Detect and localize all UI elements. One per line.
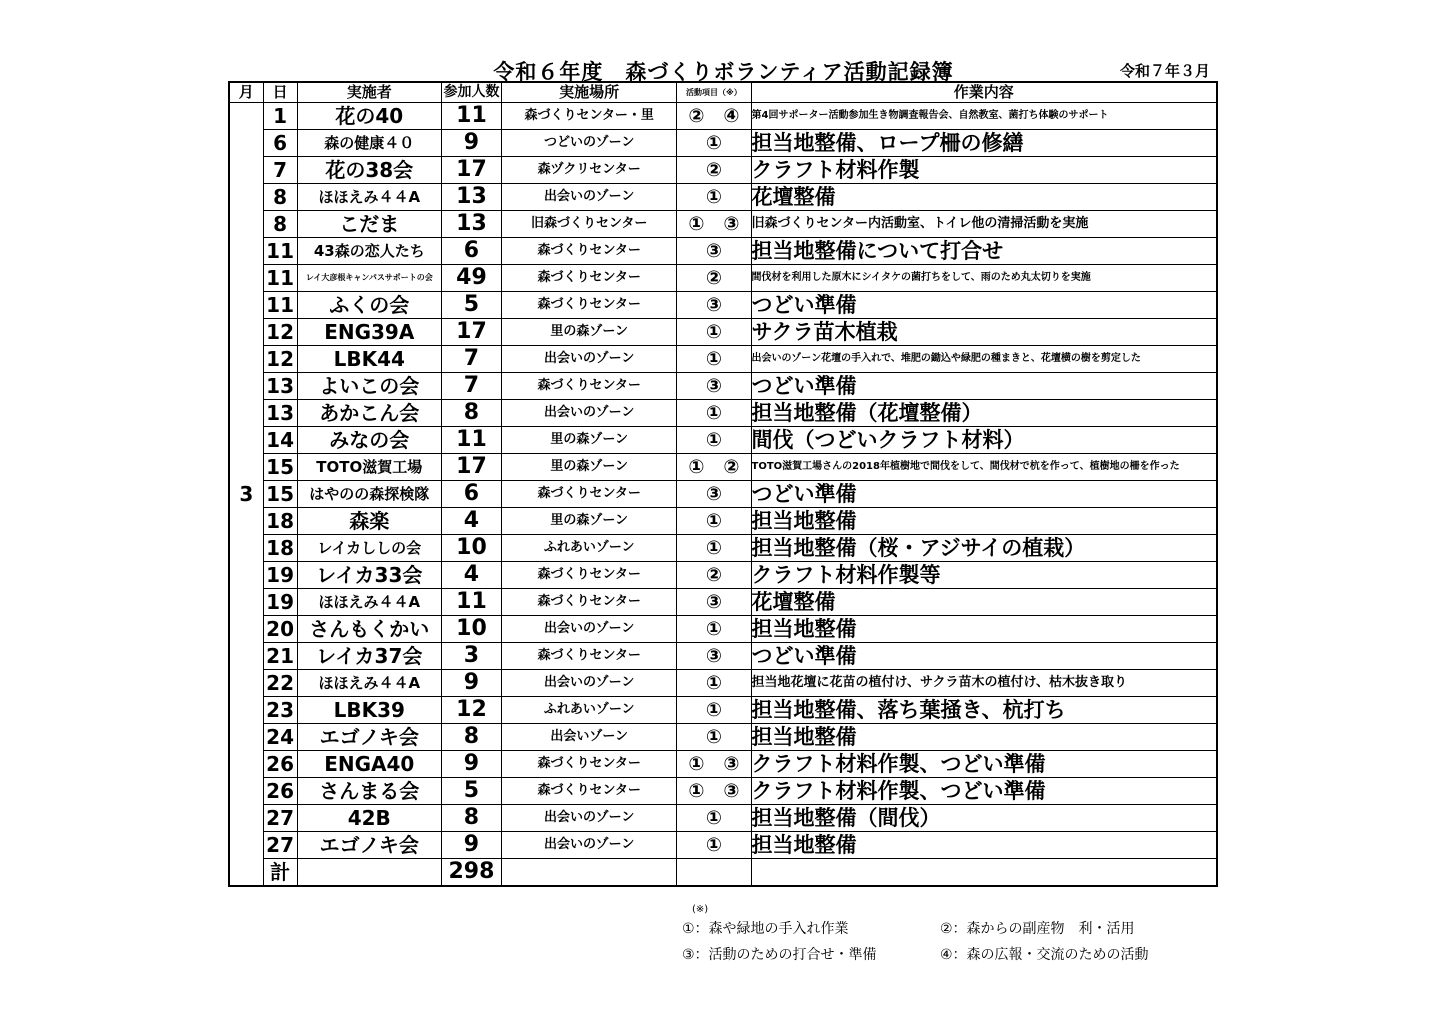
- total-place-empty: [502, 859, 677, 887]
- item-cell: ① ③: [677, 778, 751, 805]
- num-cell: 10: [441, 616, 501, 643]
- org-cell: さんまる会: [297, 778, 441, 805]
- num-cell: 17: [441, 157, 501, 184]
- num-cell: 13: [441, 184, 501, 211]
- day-cell: 19: [263, 562, 297, 589]
- item-cell: ①: [677, 724, 751, 751]
- num-cell: 5: [441, 292, 501, 319]
- day-cell: 12: [263, 346, 297, 373]
- num-cell: 5: [441, 778, 501, 805]
- num-cell: 13: [441, 211, 501, 238]
- table-row: [229, 292, 1217, 319]
- place-cell: 森づくりセンター: [502, 589, 677, 616]
- note-4: ④：森の広報・交流のための活動: [940, 947, 1149, 963]
- org-cell: ほほえみ４４A: [297, 670, 441, 697]
- item-cell: ①: [677, 130, 751, 157]
- work-cell: 間伐材を利用した原木にシイタケの菌打ちをして、雨のため丸太切りを実施: [751, 265, 1217, 292]
- place-cell: 里の森ゾーン: [502, 427, 677, 454]
- table-row: [229, 535, 1217, 562]
- org-cell: ENG39A: [297, 319, 441, 346]
- place-cell: 森づくりセンター: [502, 292, 677, 319]
- day-cell: 12: [263, 319, 297, 346]
- num-cell: 6: [441, 481, 501, 508]
- item-cell: ①: [677, 697, 751, 724]
- table-row: [229, 616, 1217, 643]
- item-cell: ①: [677, 346, 751, 373]
- day-cell: 21: [263, 643, 297, 670]
- place-cell: 森づくりセンター: [502, 481, 677, 508]
- item-cell: ① ③: [677, 211, 751, 238]
- num-cell: 11: [441, 103, 501, 130]
- day-cell: 6: [263, 130, 297, 157]
- table-row: [229, 319, 1217, 346]
- day-cell: 27: [263, 805, 297, 832]
- total-row: [229, 859, 1217, 887]
- item-cell: ②: [677, 157, 751, 184]
- org-cell: ふくの会: [297, 292, 441, 319]
- log-body: [229, 103, 1217, 887]
- place-cell: 出会いのゾーン: [502, 616, 677, 643]
- item-cell: ①: [677, 670, 751, 697]
- table-row: [229, 832, 1217, 859]
- table-row: [229, 427, 1217, 454]
- org-cell: よいこの会: [297, 373, 441, 400]
- num-cell: 10: [441, 535, 501, 562]
- table-row: [229, 238, 1217, 265]
- work-cell: 第4回サポーター活動参加生き物調査報告会、自然教室、菌打ち体験のサポート: [751, 103, 1217, 130]
- place-cell: 森ヅクリセンター: [502, 157, 677, 184]
- org-cell: LBK39: [297, 697, 441, 724]
- item-cell: ①: [677, 616, 751, 643]
- header-num: 参加人数: [441, 82, 501, 103]
- month-cell: 3: [229, 103, 263, 887]
- day-cell: 27: [263, 832, 297, 859]
- item-cell: ① ③: [677, 751, 751, 778]
- table-row: [229, 589, 1217, 616]
- num-cell: 17: [441, 319, 501, 346]
- org-cell: みなの会: [297, 427, 441, 454]
- day-cell: 11: [263, 238, 297, 265]
- work-cell: クラフト材料作製: [751, 157, 1217, 184]
- num-cell: 3: [441, 643, 501, 670]
- num-cell: 4: [441, 562, 501, 589]
- table-row: [229, 562, 1217, 589]
- num-cell: 9: [441, 670, 501, 697]
- table-row: [229, 454, 1217, 481]
- total-org-empty: [297, 859, 441, 887]
- day-cell: 11: [263, 292, 297, 319]
- header-place: 実施場所: [502, 82, 677, 103]
- day-cell: 13: [263, 400, 297, 427]
- num-cell: 9: [441, 832, 501, 859]
- day-cell: 8: [263, 211, 297, 238]
- item-cell: ①: [677, 535, 751, 562]
- org-cell: 42B: [297, 805, 441, 832]
- place-cell: 里の森ゾーン: [502, 454, 677, 481]
- place-cell: 出会いのゾーン: [502, 805, 677, 832]
- total-num: 298: [441, 859, 501, 887]
- place-cell: 里の森ゾーン: [502, 508, 677, 535]
- org-cell: こだま: [297, 211, 441, 238]
- work-cell: 担当地整備について打合せ: [751, 238, 1217, 265]
- table-row: [229, 778, 1217, 805]
- work-cell: 担当地整備、ロープ柵の修繕: [751, 130, 1217, 157]
- num-cell: 11: [441, 427, 501, 454]
- table-row: [229, 751, 1217, 778]
- work-cell: 担当地整備（花壇整備）: [751, 400, 1217, 427]
- table-row: [229, 211, 1217, 238]
- work-cell: つどい準備: [751, 373, 1217, 400]
- num-cell: 9: [441, 130, 501, 157]
- day-cell: 18: [263, 535, 297, 562]
- org-cell: レイカ33会: [297, 562, 441, 589]
- place-cell: 出会いのゾーン: [502, 184, 677, 211]
- num-cell: 8: [441, 724, 501, 751]
- table-row: [229, 481, 1217, 508]
- report-date: 令和７年３月: [1120, 62, 1211, 80]
- work-cell: クラフト材料作製等: [751, 562, 1217, 589]
- work-cell: クラフト材料作製、つどい準備: [751, 778, 1217, 805]
- item-cell: ①: [677, 427, 751, 454]
- org-cell: レイカ37会: [297, 643, 441, 670]
- work-cell: クラフト材料作製、つどい準備: [751, 751, 1217, 778]
- item-cell: ①: [677, 400, 751, 427]
- org-cell: 森の健康４０: [297, 130, 441, 157]
- place-cell: 森づくりセンター: [502, 373, 677, 400]
- org-cell: あかこん会: [297, 400, 441, 427]
- item-cell: ③: [677, 589, 751, 616]
- table-row: [229, 670, 1217, 697]
- place-cell: 出会いのゾーン: [502, 400, 677, 427]
- place-cell: 森づくりセンター: [502, 643, 677, 670]
- table-row: [229, 184, 1217, 211]
- table-row: [229, 157, 1217, 184]
- org-cell: ほほえみ４４A: [297, 589, 441, 616]
- item-cell: ③: [677, 292, 751, 319]
- item-cell: ①: [677, 319, 751, 346]
- header-work: 作業内容: [751, 82, 1217, 103]
- day-cell: 26: [263, 778, 297, 805]
- work-cell: 担当地整備: [751, 724, 1217, 751]
- num-cell: 11: [441, 589, 501, 616]
- day-cell: 13: [263, 373, 297, 400]
- work-cell: 担当地整備（間伐）: [751, 805, 1217, 832]
- work-cell: 間伐（つどいクラフト材料）: [751, 427, 1217, 454]
- place-cell: 森づくりセンター: [502, 238, 677, 265]
- org-cell: レイ大彦根キャンパスサポートの会: [297, 265, 441, 292]
- table-row: [229, 508, 1217, 535]
- item-cell: ③: [677, 373, 751, 400]
- day-cell: 1: [263, 103, 297, 130]
- num-cell: 6: [441, 238, 501, 265]
- place-cell: 里の森ゾーン: [502, 319, 677, 346]
- note-2: ②：森からの副産物 利・活用: [940, 921, 1135, 937]
- org-cell: レイカししの会: [297, 535, 441, 562]
- day-cell: 8: [263, 184, 297, 211]
- table-row: [229, 697, 1217, 724]
- notes-mark: (※): [692, 904, 709, 915]
- item-cell: ① ②: [677, 454, 751, 481]
- work-cell: 花壇整備: [751, 184, 1217, 211]
- item-cell: ①: [677, 805, 751, 832]
- total-item-empty: [677, 859, 751, 887]
- day-cell: 18: [263, 508, 297, 535]
- header-item: 活動項目（※）: [677, 82, 751, 103]
- table-row: [229, 130, 1217, 157]
- org-cell: TOTO滋賀工場: [297, 454, 441, 481]
- num-cell: 12: [441, 697, 501, 724]
- place-cell: つどいのゾーン: [502, 130, 677, 157]
- num-cell: 4: [441, 508, 501, 535]
- day-cell: 11: [263, 265, 297, 292]
- place-cell: 森づくりセンター: [502, 562, 677, 589]
- work-cell: 担当地花壇に花苗の植付け、サクラ苗木の植付け、枯木抜き取り: [751, 670, 1217, 697]
- activity-log-table: [228, 81, 1218, 887]
- day-cell: 23: [263, 697, 297, 724]
- table-row: [229, 265, 1217, 292]
- org-cell: 花の38会: [297, 157, 441, 184]
- work-cell: サクラ苗木植栽: [751, 319, 1217, 346]
- num-cell: 7: [441, 346, 501, 373]
- work-cell: つどい準備: [751, 643, 1217, 670]
- table-row: [229, 805, 1217, 832]
- work-cell: つどい準備: [751, 481, 1217, 508]
- place-cell: 森づくりセンター・里: [502, 103, 677, 130]
- place-cell: 出会いのゾーン: [502, 832, 677, 859]
- day-cell: 19: [263, 589, 297, 616]
- place-cell: 森づくりセンター: [502, 265, 677, 292]
- day-cell: 20: [263, 616, 297, 643]
- place-cell: 出会いのゾーン: [502, 346, 677, 373]
- num-cell: 9: [441, 751, 501, 778]
- place-cell: ふれあいゾーン: [502, 535, 677, 562]
- table-row: [229, 103, 1217, 130]
- work-cell: 出会いのゾーン花壇の手入れで、堆肥の鋤込や緑肥の種まきと、花壇横の樹を剪定した: [751, 346, 1217, 373]
- day-cell: 15: [263, 454, 297, 481]
- total-label: 計: [263, 859, 297, 887]
- org-cell: 43森の恋人たち: [297, 238, 441, 265]
- day-cell: 14: [263, 427, 297, 454]
- org-cell: ほほえみ４４A: [297, 184, 441, 211]
- work-cell: 担当地整備（桜・アジサイの植栽）: [751, 535, 1217, 562]
- item-cell: ①: [677, 184, 751, 211]
- num-cell: 7: [441, 373, 501, 400]
- table-row: [229, 373, 1217, 400]
- header-day: 日: [263, 82, 297, 103]
- org-cell: LBK44: [297, 346, 441, 373]
- item-cell: ②: [677, 265, 751, 292]
- table-row: [229, 724, 1217, 751]
- org-cell: ENGA40: [297, 751, 441, 778]
- num-cell: 8: [441, 400, 501, 427]
- num-cell: 17: [441, 454, 501, 481]
- place-cell: ふれあいゾーン: [502, 697, 677, 724]
- item-cell: ①: [677, 832, 751, 859]
- work-cell: 担当地整備: [751, 616, 1217, 643]
- table-row: [229, 643, 1217, 670]
- work-cell: 担当地整備: [751, 508, 1217, 535]
- work-cell: 担当地整備、落ち葉掻き、杭打ち: [751, 697, 1217, 724]
- page-title: 令和６年度 森づくりボランティア活動記録簿: [493, 60, 954, 84]
- place-cell: 出会いのゾーン: [502, 670, 677, 697]
- place-cell: 旧森づくりセンター: [502, 211, 677, 238]
- day-cell: 15: [263, 481, 297, 508]
- place-cell: 出会いゾーン: [502, 724, 677, 751]
- total-work-empty: [751, 859, 1217, 887]
- org-cell: さんもくかい: [297, 616, 441, 643]
- table-row: [229, 346, 1217, 373]
- day-cell: 7: [263, 157, 297, 184]
- org-cell: 森楽: [297, 508, 441, 535]
- header-row: [229, 82, 1217, 103]
- num-cell: 8: [441, 805, 501, 832]
- day-cell: 22: [263, 670, 297, 697]
- work-cell: 担当地整備: [751, 832, 1217, 859]
- work-cell: 花壇整備: [751, 589, 1217, 616]
- note-1: ①：森や緑地の手入れ作業: [682, 921, 849, 937]
- item-cell: ③: [677, 643, 751, 670]
- work-cell: 旧森づくりセンター内活動室、トイレ他の清掃活動を実施: [751, 211, 1217, 238]
- org-cell: はやのの森探検隊: [297, 481, 441, 508]
- org-cell: 花の40: [297, 103, 441, 130]
- table-row: [229, 400, 1217, 427]
- header-org: 実施者: [297, 82, 441, 103]
- day-cell: 26: [263, 751, 297, 778]
- item-cell: ②: [677, 562, 751, 589]
- item-cell: ② ④: [677, 103, 751, 130]
- org-cell: エゴノキ会: [297, 724, 441, 751]
- item-cell: ③: [677, 238, 751, 265]
- header-month: 月: [229, 82, 263, 103]
- place-cell: 森づくりセンター: [502, 751, 677, 778]
- item-cell: ③: [677, 481, 751, 508]
- day-cell: 24: [263, 724, 297, 751]
- org-cell: エゴノキ会: [297, 832, 441, 859]
- item-cell: ①: [677, 508, 751, 535]
- work-cell: TOTO滋賀工場さんの2018年植樹地で間伐をして、間伐材で杭を作って、植樹地の柵を作った: [751, 454, 1217, 481]
- num-cell: 49: [441, 265, 501, 292]
- note-3: ③：活動のための打合せ・準備: [682, 947, 877, 963]
- work-cell: つどい準備: [751, 292, 1217, 319]
- place-cell: 森づくりセンター: [502, 778, 677, 805]
